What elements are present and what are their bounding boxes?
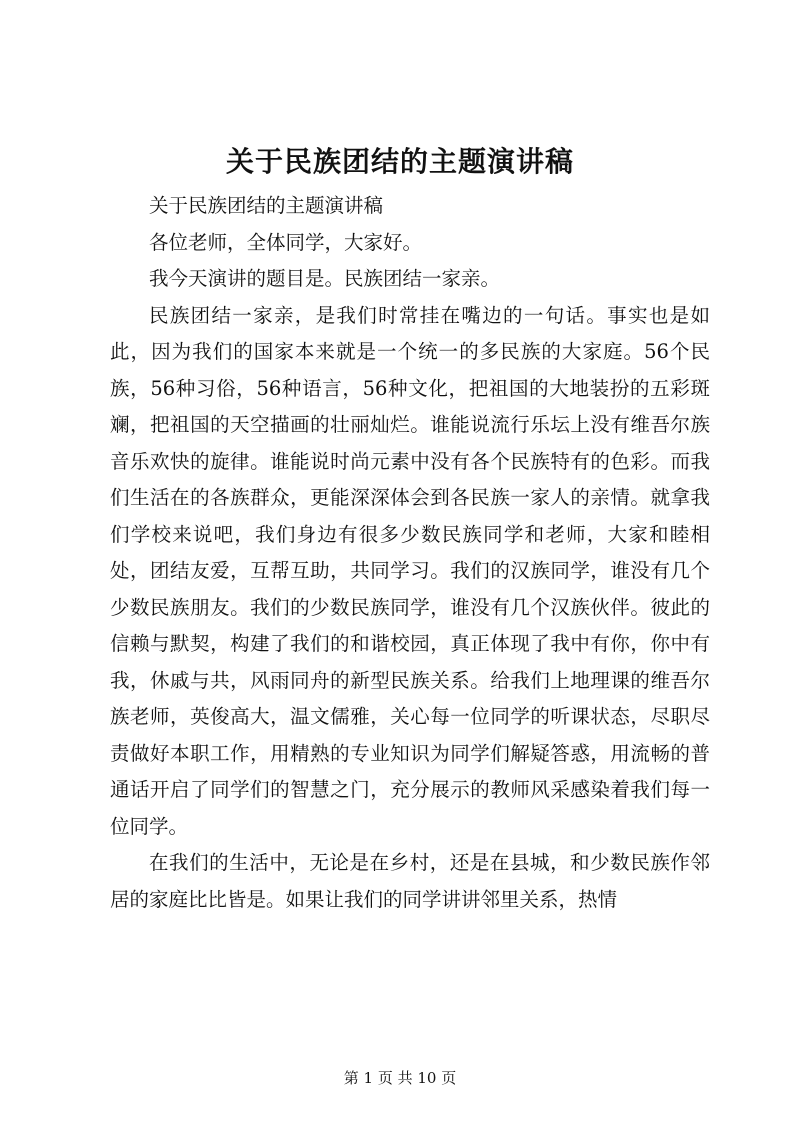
paragraph-greeting: 各位老师，全体同学，大家好。 xyxy=(149,230,423,254)
paragraph-body-1: 民族团结一家亲，是我们时常挂在嘴边的一句话。事实也是如此，因为我们的国家本来就是一个统一的多民族的大家庭。56个民族，56种习俗，56种语言，56种文化，把祖国的大地装扮的五彩斑斓，把祖国的天空描画的壮丽灿烂。谁能说流行乐坛上没有维吾尔族音乐欢快的旋律。谁能说时尚元素中没有各个民族特有的色彩。而我们生活在的各族群众，更能深深体会到各民族一家人的亲情。就拿我们学校来说吧，我们身边有很多少数民族同学和老师，大家和睦相处，团结友爱，互帮互助，共同学习。我们的汉族同学，谁没有几个少数民族朋友。我们的少数民族同学，谁没有几个汉族伙伴。彼此的信赖与默契，构建了我们的和谐校园，真正体现了我中有你，你中有我，休戚与共，风雨同舟的新型民族关系。给我们上地理课的维吾尔族老师，英俊高大，温文儒雅，关心每一位同学的听课状态，尽职尽责做好本职工作，用精熟的专业知识为同学们解疑答惑，用流畅的普通话开启了同学们的智慧之门，充分展示的教师风采感染着我们每一位同学。 xyxy=(110,303,710,838)
document-body xyxy=(110,188,710,918)
document-title: 关于民族团结的主题演讲稿 xyxy=(225,145,574,178)
paragraph-heading: 关于民族团结的主题演讲稿 xyxy=(149,194,384,217)
paragraph-body-2: 在我们的生活中，无论是在乡村，还是在县城，和少数民族作邻居的家庭比比皆是。如果让我们的同学讲讲邻里关系，热情 xyxy=(110,851,710,911)
page-footer: 第 1 页 共 10 页 xyxy=(343,1069,457,1087)
paragraph-topic: 我今天演讲的题目是。民族团结一家亲。 xyxy=(149,267,501,290)
